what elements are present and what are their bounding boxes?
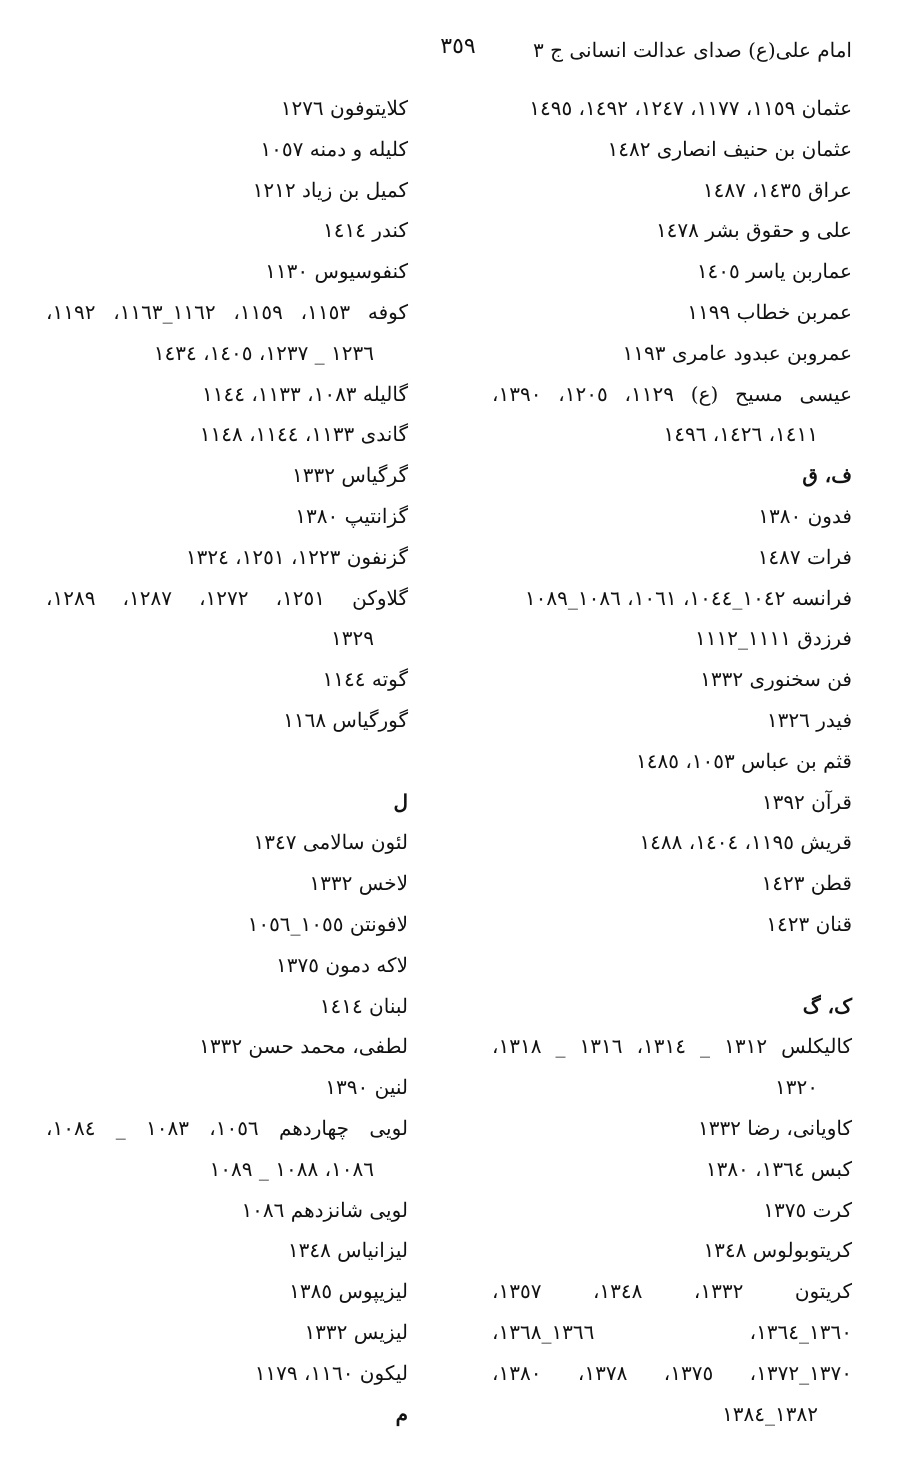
index-entry: ١٣٧٠_١٣٧٢، ١٣٧٥، ١٣٧٨، ١٣٨٠،: [492, 1360, 853, 1385]
index-entry: قثم بن عباس ١٠٥٣، ١٤٨٥: [636, 748, 852, 773]
index-entry: گالیله ١٠٨٣، ١١٣٣، ١١٤٤: [202, 381, 408, 406]
index-entry: قنان ١٤٢٣: [766, 911, 852, 936]
index-entry: کاویانی، رضا ١٣٣٢: [697, 1115, 852, 1140]
index-entry: گزانتیپ ١٣٨٠: [295, 503, 408, 528]
index-entry: کنفوسیوس ١١٣٠: [265, 259, 408, 284]
index-entry: فن سخنوری ١٣٣٢: [700, 667, 852, 692]
index-entry: فرات ١٤٨٧: [757, 544, 852, 569]
index-entry: کمیل بن زیاد ١٢١٢: [252, 177, 408, 202]
index-entry: لافونتن ١٠٥٥_١٠٥٦: [247, 911, 408, 936]
index-entry: عمروبن عبدود عامری ١١٩٣: [622, 340, 852, 365]
index-entry: لطفی، محمد حسن ١٣٣٢: [199, 1034, 408, 1059]
index-entry: لویی شانزدهم ١٠٨٦: [241, 1197, 408, 1222]
index-entry: گرگیاس ١٣٣٢: [292, 463, 408, 488]
index-entry-continuation: ١٤١١، ١٤٢٦، ١٤٩٦: [663, 422, 818, 447]
index-entry: لویی چهاردهم ١٠٥٦، ١٠٨٣ _ ١٠٨٤،: [46, 1115, 408, 1140]
index-entry: کریتون ١٣٣٢، ١٣٤٨، ١٣٥٧،: [492, 1279, 852, 1304]
index-column-left: [46, 88, 408, 1434]
index-entry: لاخس ١٣٣٢: [309, 871, 408, 896]
index-entry: کرت ١٣٧٥: [763, 1197, 852, 1222]
index-entry: لیزیس ١٣٣٢: [304, 1319, 408, 1344]
index-entry: عثمان بن حنیف انصاری ١٤٨٢: [607, 136, 852, 161]
index-entry: لبنان ١٤١٤: [319, 993, 408, 1018]
section-letter-heading: م: [395, 1401, 408, 1426]
blank-line: [492, 945, 852, 986]
index-entry: لئون سالامی ١٣٤٧: [253, 830, 408, 855]
index-entry: فرزدق ١١١١_١١١٢: [695, 626, 852, 651]
index-entry-continuation: ١٣٢٠: [775, 1075, 818, 1100]
index-entry: گزنفون ١٢٢٣، ١٢٥١، ١٣٢٤: [185, 544, 408, 569]
index-entry: گاندی ١١٣٣، ١١٤٤، ١١٤٨: [199, 422, 408, 447]
index-entry: ١٣٦٠_١٣٦٤، ١٣٦٦_١٣٦٨،: [492, 1319, 852, 1344]
index-entry-continuation: ١٣٨٢_١٣٨٤: [722, 1401, 818, 1426]
index-column-right: [492, 88, 852, 1434]
index-entry: کلیله و دمنه ١٠٥٧: [260, 136, 408, 161]
index-entry: فدون ١٣٨٠: [758, 503, 852, 528]
index-entry: لیزیپوس ١٣٨٥: [289, 1279, 408, 1304]
section-letter-heading: ل: [393, 789, 408, 814]
section-letter-heading: ک، گ: [802, 993, 852, 1018]
index-entry-continuation: ١٣٢٩: [331, 626, 374, 651]
index-entry: عماربن یاسر ١٤٠٥: [696, 259, 852, 284]
index-entry: کوفه ١١٥٣، ١١٥٩، ١١٦٢_١١٦٣، ١١٩٢،: [46, 299, 408, 324]
page-number: ٣٥٩: [440, 34, 476, 59]
index-entry: عراق ١٤٣٥، ١٤٨٧: [702, 177, 852, 202]
index-entry: لیکون ١١٦٠، ١١٧٩: [254, 1360, 408, 1385]
index-entry: کبس ١٣٦٤، ١٣٨٠: [705, 1156, 852, 1181]
index-entry: عثمان ١١٥٩، ١١٧٧، ١٢٤٧، ١٤٩٢، ١٤٩٥: [529, 96, 852, 120]
index-entry: گورگیاس ١١٦٨: [283, 707, 408, 732]
index-entry: کلایتوفون ١٢٧٦: [280, 96, 408, 120]
index-entry: فیدر ١٣٢٦: [766, 707, 852, 732]
index-entry: کندر ١٤١٤: [322, 218, 408, 243]
index-entry: لیزانیاس ١٣٤٨: [287, 1238, 408, 1263]
index-entry: گوته ١١٤٤: [322, 667, 408, 692]
section-letter-heading: ف، ق: [802, 463, 852, 488]
index-entry-continuation: ١٢٣٦ _ ١٢٣٧، ١٤٠٥، ١٤٣٤: [153, 340, 374, 365]
index-entry: فرانسه ١٠٤٢_١٠٤٤، ١٠٦١، ١٠٨٦_١٠٨٩: [524, 585, 852, 610]
index-entry: قریش ١١٩٥، ١٤٠٤، ١٤٨٨: [639, 830, 852, 855]
index-entry: لاکه دمون ١٣٧٥: [276, 952, 408, 977]
index-entry: گلاوکن ١٢٥١، ١٢٧٢، ١٢٨٧، ١٢٨٩،: [46, 585, 408, 610]
blank-line: [46, 741, 408, 782]
running-header-title: امام علی(ع) صدای عدالت انسانی ج ٣: [532, 38, 852, 62]
index-entry: کریتوبولوس ١٣٤٨: [703, 1238, 852, 1263]
index-entry: قرآن ١٣٩٢: [761, 789, 852, 814]
index-entry: علی و حقوق بشر ١٤٧٨: [655, 218, 852, 243]
index-entry: قطن ١٤٢٣: [761, 871, 852, 896]
index-entry: عمربن خطاب ١١٩٩: [687, 299, 852, 324]
index-entry: عیسی مسیح (ع) ١١٢٩، ١٢٠٥، ١٣٩٠،: [492, 381, 853, 406]
index-entry: کالیکلس ١٣١٢ _ ١٣١٤، ١٣١٦ _ ١٣١٨،: [492, 1034, 853, 1059]
index-entry: لنین ١٣٩٠: [325, 1075, 408, 1100]
index-entry-continuation: ١٠٨٦، ١٠٨٨ _ ١٠٨٩: [209, 1156, 374, 1181]
